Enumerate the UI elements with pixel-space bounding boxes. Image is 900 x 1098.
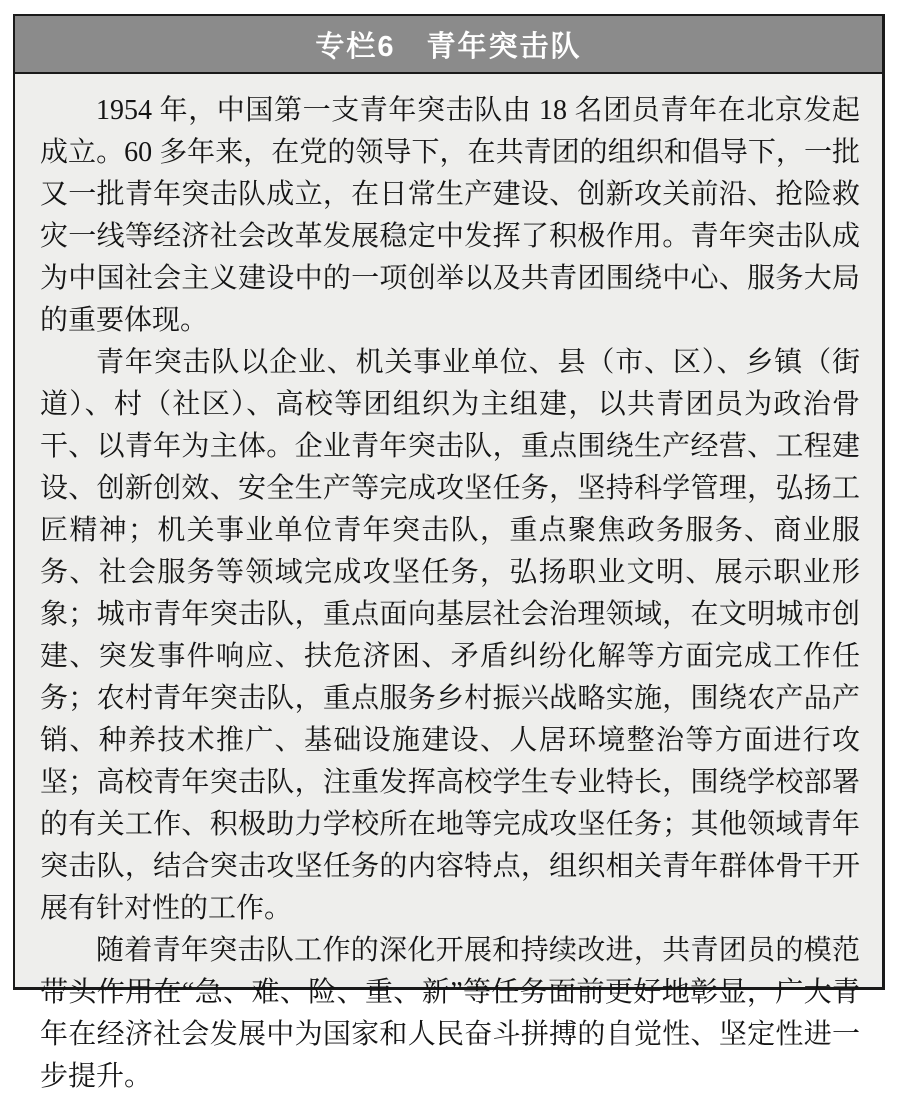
column-body [15, 74, 882, 1098]
column-header [15, 16, 882, 74]
paragraph-history: 1954 年，中国第一支青年突击队由 18 名团员青年在北京发起成立。60 多年来，在党的领导下，在共青团的组织和倡导下，一批又一批青年突击队成立，在日常生产建设、创新攻关前沿、抢险救灾一线等经济社会改革发展稳定中发挥了积极作用。青年突击队成为中国社会主义建设中的一项创举以及共青团围绕中心、服务大局的重要体现。 [40, 95, 860, 336]
column-title: 专栏6 青年突击队 [315, 30, 582, 63]
paragraph-impact: 随着青年突击队工作的深化开展和持续改进，共青团员的模范带头作用在“急、难、险、重、新”等任务面前更好地彰显，广大青年在经济社会发展中为国家和人民奋斗拼搏的自觉性、坚定性进一步提升。 [40, 935, 860, 1092]
paragraph-organization: 青年突击队以企业、机关事业单位、县（市、区）、乡镇（街道）、村（社区）、高校等团组织为主组建，以共青团员为政治骨干、以青年为主体。企业青年突击队，重点围绕生产经营、工程建设、创新创效、安全生产等完成攻坚任务，坚持科学管理，弘扬工匠精神；机关事业单位青年突击队，重点聚焦政务服务、商业服务、社会服务等领域完成攻坚任务，弘扬职业文明、展示职业形象；城市青年突击队，重点面向基层社会治理领域，在文明城市创建、突发事件响应、扶危济困、矛盾纠纷化解等方面完成工作任务；农村青年突击队，重点服务乡村振兴战略实施，围绕农产品产销、种养技术推广、基础设施建设、人居环境整治等方面进行攻坚；高校青年突击队，注重发挥高校学生专业特长，围绕学校部署的有关工作、积极助力学校所在地等完成攻坚任务；其他领域青年突击队，结合突击攻坚任务的内容特点，组织相关青年群体骨干开展有针对性的工作。 [40, 347, 860, 924]
column-box [13, 14, 885, 1092]
